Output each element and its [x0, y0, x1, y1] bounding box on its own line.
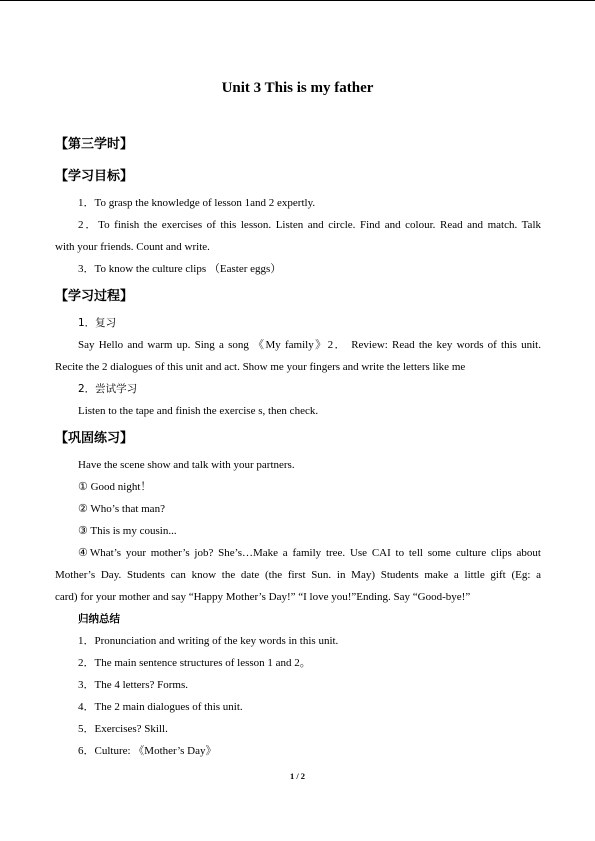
process-step-2: 2．尝试学习: [78, 383, 138, 395]
practice-intro: Have the scene show and talk with your partners.: [78, 459, 295, 471]
top-rule: [0, 0, 595, 1]
summary-item: 6．Culture: 《Mother’s Day》: [78, 745, 217, 757]
heading-practice: 【巩固练习】: [55, 431, 134, 446]
practice-item-4-line-3: card) for your mother and say “Happy Mother’s Day!” “I love you!”Ending. Say “Good-bye!”: [55, 591, 471, 603]
heading-goals: 【学习目标】: [55, 169, 134, 184]
practice-item-1: ① Good night！: [78, 481, 152, 493]
process-para-2: Listen to the tape and finish the exercise s, then check.: [78, 405, 319, 417]
summary-item: 4．The 2 main dialogues of this unit.: [78, 701, 243, 713]
heading-process: 【学习过程】: [55, 289, 134, 304]
process-step-1: 1．复习: [78, 317, 117, 329]
goal-2-line-1: 2．To finish the exercises of this lesson. Listen and circle. Find and colour. Read and match. Talk: [78, 219, 541, 231]
summary-item: 2．The main sentence structures of lesson 1 and 2。: [78, 657, 311, 669]
goal-3: 3．To know the culture clips （Easter eggs）: [78, 263, 282, 275]
process-para-1-line-2: Recite the 2 dialogues of this unit and act. Show me your fingers and write the letters like me: [55, 361, 466, 373]
goal-1: 1．To grasp the knowledge of lesson 1and 2 expertly.: [78, 197, 316, 209]
practice-item-4-line-1: ④What’s your mother’s job? She’s…Make a family tree. Use CAI to tell some culture clips about: [78, 547, 541, 559]
summary-item: 3．The 4 letters? Forms.: [78, 679, 188, 691]
practice-item-4-line-2: Mother’s Day. Students can know the date (the first Sun. in May) Students make a little gift (Eg: a: [55, 569, 541, 581]
goal-2-line-2: with your friends. Count and write.: [55, 241, 210, 253]
practice-item-3: ③ This is my cousin...: [78, 525, 177, 537]
page-title: Unit 3 This is my father: [221, 80, 374, 96]
summary-heading: 归纳总结: [78, 613, 120, 625]
summary-item: 5．Exercises? Skill.: [78, 723, 168, 735]
summary-item: 1．Pronunciation and writing of the key words in this unit.: [78, 635, 339, 647]
process-para-1-line-1: Say Hello and warm up. Sing a song 《My family》2． Review: Read the key words of this unit.: [78, 339, 541, 351]
page-number: 1 / 2: [289, 771, 306, 781]
heading-lesson: 【第三学时】: [55, 137, 134, 152]
practice-item-2: ② Who’s that man?: [78, 503, 165, 515]
